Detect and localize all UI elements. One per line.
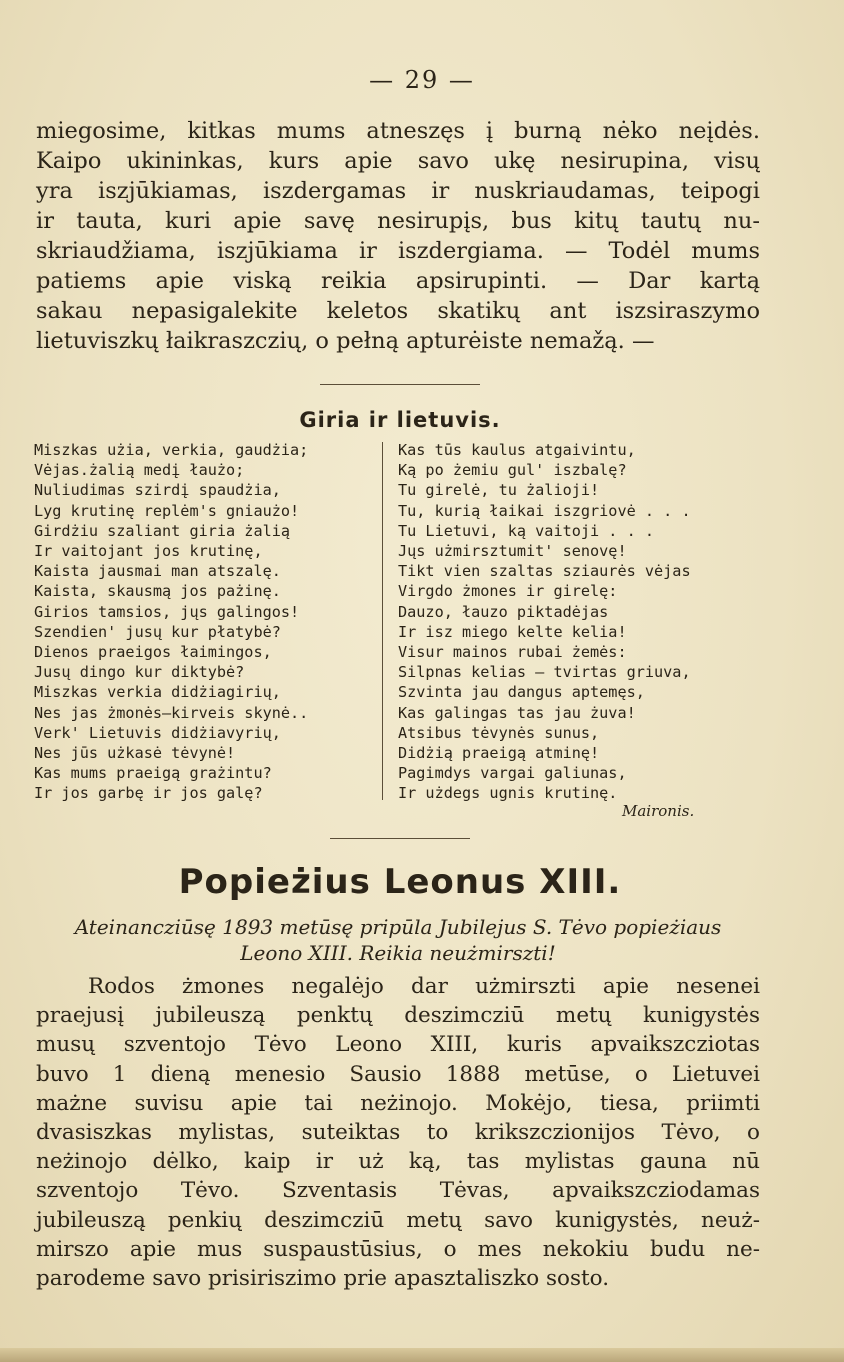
poem-line: Verk' Lietuvis didżiavyrių, — [34, 723, 281, 742]
poem-line: Ir jos garbę ir jos galę? — [34, 784, 263, 803]
paragraph-line: miegosime, kitkas mums atneszęs į burną nėko neįdės. — [36, 118, 760, 144]
poem-title: Giria ir lietuvis. — [299, 408, 501, 432]
poem-line: Kas mums praeigą grażintu? — [34, 764, 272, 783]
paragraph-line: neżinojo dėlko, kaip ir uż ką, tas mylistas gauna nū — [36, 1149, 760, 1175]
subtitle-line: Leono XIII. Reikia neużmirszti! — [240, 941, 556, 965]
poem-line: Tikt vien szaltas sziaurės vėjas — [398, 562, 691, 581]
separator-rule — [320, 384, 480, 385]
poem-line: Virgdo żmones ir girelę: — [398, 582, 618, 601]
column-divider — [382, 442, 383, 800]
paragraph-line: jubileuszą penkių deszimcziū metų savo kunigystės, neuż- — [36, 1207, 760, 1233]
paragraph-line: mażne suvisu apie tai neżinojo. Mokėjo, tiesa, priimti — [36, 1090, 760, 1116]
poem-line: Nuliudimas szirdį spaudżia, — [34, 481, 281, 500]
poem-line: Jųs użmirsztumit' senovę! — [398, 542, 627, 561]
subtitle-line: Ateinancziūsę 1893 metūsę pripūla Jubilejus S. Tėvo popieżiaus — [74, 915, 722, 939]
poem-line: Kaista, skausmą jos pażinę. — [34, 582, 281, 601]
poem-line: Szvinta jau dangus aptemęs, — [398, 683, 645, 702]
poem-line: Szendien' jusų kur płatybė? — [34, 622, 281, 641]
paragraph-line: buvo 1 dieną menesio Sausio 1888 metūse, o Lietuvei — [36, 1061, 760, 1087]
poem-line: Visur mainos rubai żemės: — [398, 643, 627, 662]
poem-line: Didżią praeigą atminę! — [398, 744, 600, 763]
poem-line: Miszkas verkia didżiagirių, — [34, 683, 281, 702]
section-title: Popieżius Leonus XIII. — [178, 862, 622, 902]
paragraph-line: lietuviszkų łaikraszczių, o pełną apturėiste nemažą. — — [36, 328, 655, 354]
poem-line: Nes jūs użkasė tėvynė! — [34, 744, 236, 763]
section-subtitle — [36, 914, 760, 966]
poem-line: Nes jas żmonės—kirveis skynė.. — [34, 703, 309, 722]
poem-line: Pagimdys vargai galiunas, — [398, 764, 627, 783]
poem-line: Ir użdegs ugnis krutinę. — [398, 784, 618, 803]
paragraph-line: Kaipo ukininkas, kurs apie savo ukę nesirupina, visų — [36, 148, 760, 174]
paragraph-line: mirszo apie mus suspaustūsius, o mes nekokiu budu ne- — [36, 1236, 760, 1262]
poem-line: Ką po żemiu gul' iszbalę? — [398, 461, 627, 480]
poem-line: Tu girelė, tu żalioji! — [398, 481, 600, 500]
paragraph-line: skriaudžiama, iszjūkiama ir iszdergiama. — Todėl mums — [36, 238, 760, 264]
poem-line: Atsibus tėvynės sunus, — [398, 723, 600, 742]
intro-paragraph — [36, 116, 760, 356]
poem-line: Miszkas użia, verkia, gaudżia; — [34, 441, 309, 459]
poem-line: Ir vaitojant jos krutinę, — [34, 542, 263, 561]
paragraph-line: sakau nepasigalekite keletos skatikų ant iszsiraszymo — [36, 298, 760, 324]
poem-line: Girdżiu szaliant giria żalią — [34, 521, 291, 540]
poem-line: Tu, kurią łaikai iszgriovė . . . — [398, 501, 691, 520]
paragraph-line: yra iszjūkiamas, iszdergamas ir nuskriaudamas, teipogi — [36, 178, 760, 204]
paragraph-line: musų szventojo Tėvo Leono XIII, kuris apvaikszcziotas — [36, 1032, 760, 1058]
poem-line: Kas tūs kaulus atgaivintu, — [398, 441, 636, 459]
poem-line: Vėjas.żalią medį łaużo; — [34, 461, 245, 480]
poem-left-column — [34, 440, 374, 804]
page-bottom-edge — [0, 1348, 844, 1362]
poem-line: Ir isz miego kelte kelia! — [398, 622, 627, 641]
poem-right-column — [398, 440, 738, 804]
poem-line: Dienos praeigos łaimingos, — [34, 643, 272, 662]
poem-line: Kaista jausmai man atszalę. — [34, 562, 281, 581]
poem-line: Lyg krutinę replėm's gniaużo! — [34, 501, 300, 520]
poem-line: Tu Lietuvi, ką vaitoji . . . — [398, 521, 655, 540]
section-body — [36, 972, 760, 1293]
poem-line: Dauzo, łauzo piktadėjas — [398, 602, 609, 621]
poem-line: Girios tamsios, jųs galingos! — [34, 602, 300, 621]
paragraph-line: dvasiszkas mylistas, suteiktas to krikszczionijos Tėvo, o — [36, 1120, 760, 1146]
poem-author: Maironis. — [622, 802, 695, 820]
poem-line: Kas galingas tas jau żuva! — [398, 703, 636, 722]
paragraph-line: ir tauta, kuri apie savę nesirupįs, bus kitų tautų nu- — [36, 208, 760, 234]
separator-rule — [330, 838, 470, 839]
paragraph-line: parodeme savo prisiriszimo prie apasztaliszko sosto. — [36, 1266, 610, 1292]
paragraph-line: patiems apie viską reikia apsirupinti. — Dar kartą — [36, 268, 760, 294]
page-number: — 29 — — [369, 66, 475, 94]
paragraph-line: praejusį jubileuszą penktų deszimcziū metų kunigystės — [36, 1003, 760, 1029]
paragraph-line: szventojo Tėvo. Szventasis Tėvas, apvaikszcziodamas — [36, 1178, 760, 1204]
poem-line: Jusų dingo kur diktybė? — [34, 663, 245, 682]
poem-line: Silpnas kelias — tvirtas griuva, — [398, 663, 691, 682]
paragraph-line: Rodos żmones negalėjo dar użmirszti apie nesenei — [88, 974, 760, 999]
